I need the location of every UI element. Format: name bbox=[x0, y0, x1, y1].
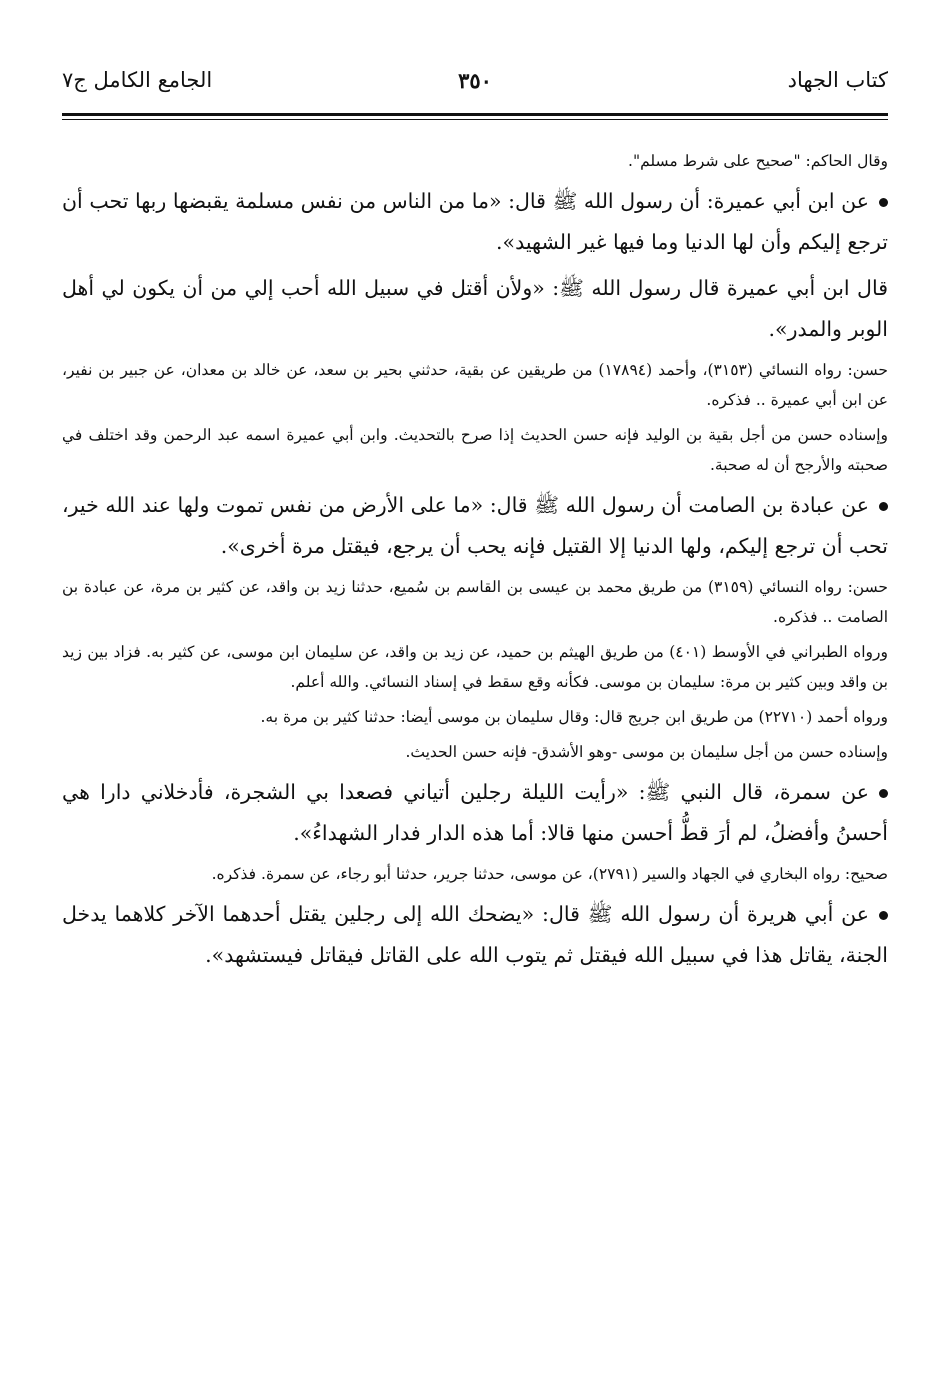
commentary-paragraph bbox=[62, 702, 888, 732]
paragraph-text: ورواه الطبراني في الأوسط (٤٠١) من طريق الهيثم بن حميد، عن زيد بن واقد، عن سليمان ابن موسى، عن كثير به. فزاد بين زيد بن واقد وبين كثير بن مرة: سليمان بن موسى. فكأنه وقع سقط في إسناد النسائي. والله أعلم. bbox=[62, 643, 888, 691]
paragraph-text: صحيح: رواه البخاري في الجهاد والسير (٢٧٩١)، عن موسى، حدثنا جرير، حدثنا أبو رجاء، عن سمرة. فذكره. bbox=[211, 865, 888, 883]
book-page bbox=[62, 68, 888, 967]
paragraph-text: حسن: رواه النسائي (٣١٥٣)، وأحمد (١٧٨٩٤) من طريقين عن بقية، حدثني بحير بن سعد، عن خالد بن معدان، عن جبير بن نفير، عن ابن أبي عميرة .. فذكره. bbox=[62, 361, 888, 409]
header-rule-thick bbox=[62, 113, 888, 116]
commentary-paragraph bbox=[62, 859, 888, 889]
commentary-paragraph bbox=[62, 355, 888, 415]
hadith-paragraph bbox=[62, 485, 888, 567]
paragraph-text: عن ابن أبي عميرة: أن رسول الله ﷺ قال: «ما من الناس من نفس مسلمة يقبضها ربها تحب أن ترجع إليكم وأن لها الدنيا وما فيها غير الشهيد». bbox=[62, 189, 888, 254]
bullet-icon bbox=[879, 789, 888, 798]
paragraph-text: ورواه أحمد (٢٢٧١٠) من طريق ابن جريج قال: وقال سليمان بن موسى أيضا: حدثنا كثير بن مرة به. bbox=[260, 708, 888, 726]
paragraph-text: قال ابن أبي عميرة قال رسول الله ﷺ: «ولأن أقتل في سبيل الله أحب إلي من أن يكون لي أهل الوبر والمدر». bbox=[62, 276, 888, 341]
hadith-paragraph bbox=[62, 181, 888, 263]
paragraph-text: حسن: رواه النسائي (٣١٥٩) من طريق محمد بن عيسى بن القاسم بن سُميع، حدثنا زيد بن واقد، عن كثير بن مرة، عن عبادة بن الصامت .. فذكره. bbox=[62, 578, 888, 626]
book-title: الجامع الكامل ج٧ bbox=[62, 68, 213, 92]
hadith-paragraph bbox=[62, 268, 888, 350]
commentary-paragraph bbox=[62, 420, 888, 480]
hadith-paragraph bbox=[62, 772, 888, 854]
paragraph-text: وقال الحاكم: "صحيح على شرط مسلم". bbox=[628, 152, 888, 170]
chapter-title: كتاب الجهاد bbox=[787, 68, 888, 92]
page-header bbox=[62, 68, 888, 108]
hadith-paragraph bbox=[62, 894, 888, 976]
commentary-paragraph bbox=[62, 146, 888, 176]
commentary-paragraph bbox=[62, 572, 888, 632]
header-rule-thin bbox=[62, 119, 888, 120]
page-content bbox=[62, 146, 888, 981]
paragraph-text: وإسناده حسن من أجل بقية بن الوليد فإنه حسن الحديث إذا صرح بالتحديث. وابن أبي عميرة اسمه عبد الرحمن وقد اختلف في صحبته والأرجح أن له صحبة. bbox=[62, 426, 888, 474]
paragraph-text: عن أبي هريرة أن رسول الله ﷺ قال: «يضحك الله إلى رجلين يقتل أحدهما الآخر كلاهما يدخل الجنة، يقاتل هذا في سبيل الله فيقتل ثم يتوب الله على القاتل فيقاتل فيستشهد». bbox=[62, 902, 888, 967]
paragraph-text: عن سمرة، قال النبي ﷺ: «رأيت الليلة رجلين أتياني فصعدا بي الشجرة، فأدخلاني دارا هي أحسنُ وأفضلُ، لم أرَ قطُّ أحسن منها قالا: أما هذه الدار فدار الشهداءُ». bbox=[62, 780, 888, 845]
page-number: ٣٥٠ bbox=[458, 68, 492, 93]
bullet-icon bbox=[879, 198, 888, 207]
commentary-paragraph bbox=[62, 637, 888, 697]
commentary-paragraph bbox=[62, 737, 888, 767]
paragraph-text: عن عبادة بن الصامت أن رسول الله ﷺ قال: «ما على الأرض من نفس تموت ولها عند الله خير، تحب أن ترجع إليكم، ولها الدنيا إلا القتيل فإنه يحب أن يرجع، فيقتل مرة أخرى». bbox=[62, 493, 888, 558]
bullet-icon bbox=[879, 502, 888, 511]
bullet-icon bbox=[879, 911, 888, 920]
paragraph-text: وإسناده حسن من أجل سليمان بن موسى -وهو الأشدق- فإنه حسن الحديث. bbox=[405, 743, 888, 761]
